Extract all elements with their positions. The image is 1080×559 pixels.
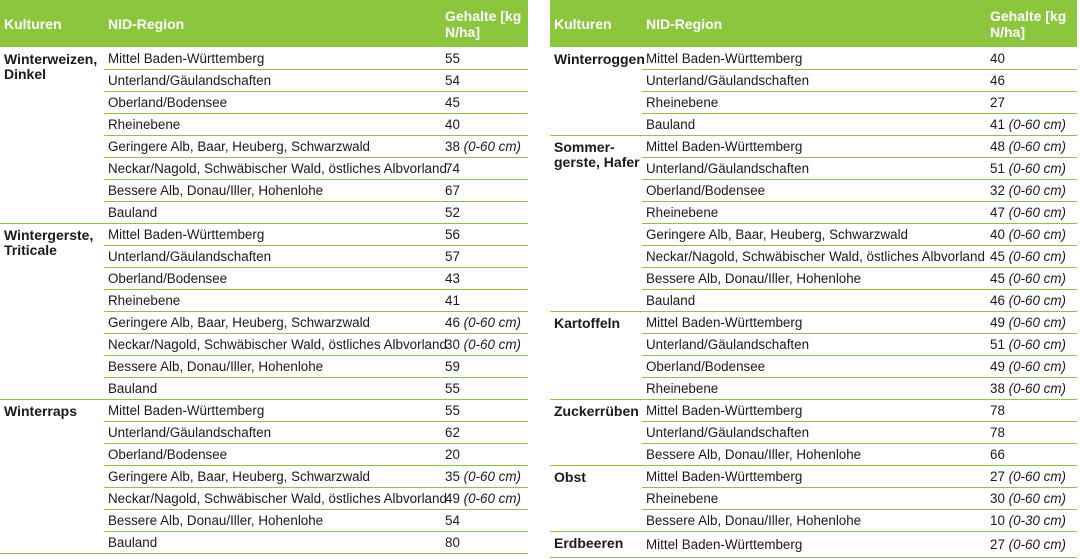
header-kulturen: Kulturen bbox=[0, 0, 104, 48]
value-cell bbox=[986, 400, 1077, 422]
header-row bbox=[0, 0, 528, 48]
region-cell: Mittel Baden-Württemberg bbox=[642, 400, 986, 422]
nitrogen-value: 40 bbox=[445, 117, 460, 132]
crop-name: Winterweizen, Dinkel bbox=[0, 48, 104, 224]
table-row bbox=[550, 312, 1077, 334]
region-cell: Oberland/Bodensee bbox=[642, 356, 986, 378]
depth-note: (0-60 cm) bbox=[1008, 183, 1066, 198]
region-cell: Mittel Baden-Württemberg bbox=[642, 48, 986, 70]
value-cell bbox=[986, 532, 1077, 558]
region-cell: Bauland bbox=[642, 290, 986, 312]
value-cell bbox=[986, 290, 1077, 312]
depth-note: (0-60 cm) bbox=[1008, 205, 1066, 220]
value-cell bbox=[986, 114, 1077, 136]
table-row bbox=[550, 48, 1077, 70]
region-cell: Bessere Alb, Donau/Iller, Hohenlohe bbox=[104, 356, 441, 378]
depth-note: (0-60 cm) bbox=[463, 337, 521, 352]
depth-note: (0-60 cm) bbox=[1008, 315, 1066, 330]
nitrogen-value: 46 bbox=[990, 73, 1005, 88]
value-cell bbox=[986, 246, 1077, 268]
value-cell bbox=[986, 334, 1077, 356]
nitrogen-value: 30 bbox=[990, 491, 1005, 506]
region-cell: Neckar/Nagold, Schwäbischer Wald, östliches Albvorland bbox=[104, 488, 441, 510]
region-cell: Bauland bbox=[642, 114, 986, 136]
header-gehalte: Gehalte [kg N/ha] bbox=[441, 0, 528, 48]
value-cell bbox=[986, 378, 1077, 400]
nitrogen-value: 41 bbox=[990, 117, 1005, 132]
nitrogen-value: 45 bbox=[990, 249, 1005, 264]
value-cell bbox=[441, 378, 528, 400]
region-cell: Rheinebene bbox=[104, 290, 441, 312]
nitrogen-value: 54 bbox=[445, 513, 460, 528]
region-cell: Bessere Alb, Donau/Iller, Hohenlohe bbox=[642, 268, 986, 290]
nitrogen-value: 43 bbox=[445, 271, 460, 286]
table-row bbox=[550, 400, 1077, 422]
depth-note: (0-60 cm) bbox=[1008, 381, 1066, 396]
value-cell bbox=[986, 158, 1077, 180]
crop-name: Winterraps bbox=[0, 400, 104, 554]
nitrogen-value: 46 bbox=[445, 315, 460, 330]
nitrogen-value: 30 bbox=[445, 337, 460, 352]
nitrogen-value: 38 bbox=[445, 139, 460, 154]
region-cell: Unterland/Gäulandschaften bbox=[104, 246, 441, 268]
region-cell: Unterland/Gäulandschaften bbox=[642, 422, 986, 444]
depth-note: (0-60 cm) bbox=[1008, 117, 1066, 132]
value-cell bbox=[441, 268, 528, 290]
value-cell bbox=[986, 180, 1077, 202]
region-cell: Bessere Alb, Donau/Iller, Hohenlohe bbox=[642, 444, 986, 466]
value-cell bbox=[441, 532, 528, 554]
region-cell: Unterland/Gäulandschaften bbox=[642, 334, 986, 356]
region-cell: Neckar/Nagold, Schwäbischer Wald, östliches Albvorland bbox=[104, 334, 441, 356]
depth-note: (0-60 cm) bbox=[1008, 337, 1066, 352]
nitrogen-value: 27 bbox=[990, 95, 1005, 110]
nitrogen-value: 45 bbox=[990, 271, 1005, 286]
value-cell bbox=[441, 70, 528, 92]
nitrogen-value: 27 bbox=[990, 469, 1005, 484]
nitrogen-value: 51 bbox=[990, 161, 1005, 176]
value-cell bbox=[986, 422, 1077, 444]
value-cell bbox=[441, 422, 528, 444]
nitrogen-value: 48 bbox=[990, 139, 1005, 154]
value-cell bbox=[441, 510, 528, 532]
value-cell bbox=[441, 400, 528, 422]
depth-note: (0-60 cm) bbox=[463, 469, 521, 484]
region-cell: Bessere Alb, Donau/Iller, Hohenlohe bbox=[104, 510, 441, 532]
value-cell bbox=[441, 92, 528, 114]
value-cell bbox=[441, 444, 528, 466]
region-cell: Unterland/Gäulandschaften bbox=[104, 422, 441, 444]
depth-note: (0-60 cm) bbox=[463, 139, 521, 154]
nitrogen-value: 56 bbox=[445, 227, 460, 242]
value-cell bbox=[986, 510, 1077, 532]
header-row bbox=[550, 0, 1077, 48]
depth-note: (0-60 cm) bbox=[1008, 271, 1066, 286]
value-cell bbox=[986, 48, 1077, 70]
region-cell: Bessere Alb, Donau/Iller, Hohenlohe bbox=[104, 180, 441, 202]
nitrogen-value: 32 bbox=[990, 183, 1005, 198]
nitrogen-value: 49 bbox=[990, 359, 1005, 374]
table-row bbox=[550, 532, 1077, 558]
nitrogen-value: 51 bbox=[990, 337, 1005, 352]
header-kulturen: Kulturen bbox=[550, 0, 642, 48]
nitrogen-value: 78 bbox=[990, 425, 1005, 440]
region-cell: Oberland/Bodensee bbox=[104, 92, 441, 114]
value-cell bbox=[441, 224, 528, 246]
depth-note: (0-60 cm) bbox=[1008, 227, 1066, 242]
region-cell: Rheinebene bbox=[642, 92, 986, 114]
region-cell: Unterland/Gäulandschaften bbox=[104, 70, 441, 92]
region-cell: Unterland/Gäulandschaften bbox=[642, 158, 986, 180]
depth-note: (0-60 cm) bbox=[1008, 293, 1066, 308]
nitrogen-value: 41 bbox=[445, 293, 460, 308]
nitrogen-table-left bbox=[0, 0, 528, 554]
value-cell bbox=[986, 70, 1077, 92]
nitrogen-value: 74 bbox=[445, 161, 460, 176]
nitrogen-value: 54 bbox=[445, 73, 460, 88]
depth-note: (0-30 cm) bbox=[1008, 513, 1066, 528]
value-cell bbox=[441, 290, 528, 312]
nitrogen-value: 49 bbox=[445, 491, 460, 506]
value-cell bbox=[441, 466, 528, 488]
region-cell: Bauland bbox=[104, 532, 441, 554]
region-cell: Mittel Baden-Württemberg bbox=[104, 400, 441, 422]
region-cell: Mittel Baden-Württemberg bbox=[642, 532, 986, 558]
region-cell: Geringere Alb, Baar, Heuberg, Schwarzwald bbox=[642, 224, 986, 246]
region-cell: Neckar/Nagold, Schwäbischer Wald, östliches Albvorland bbox=[104, 158, 441, 180]
depth-note: (0-60 cm) bbox=[1008, 491, 1066, 506]
nitrogen-value: 78 bbox=[990, 403, 1005, 418]
nitrogen-value: 40 bbox=[990, 227, 1005, 242]
value-cell bbox=[441, 488, 528, 510]
value-cell bbox=[986, 466, 1077, 488]
nitrogen-value: 55 bbox=[445, 403, 460, 418]
nitrogen-value: 67 bbox=[445, 183, 460, 198]
region-cell: Mittel Baden-Württemberg bbox=[642, 136, 986, 158]
table-row bbox=[550, 136, 1077, 158]
depth-note: (0-60 cm) bbox=[1008, 249, 1066, 264]
table-row bbox=[0, 400, 528, 422]
depth-note: (0-60 cm) bbox=[463, 491, 521, 506]
value-cell bbox=[441, 334, 528, 356]
nitrogen-value: 27 bbox=[990, 537, 1005, 552]
region-cell: Bessere Alb, Donau/Iller, Hohenlohe bbox=[642, 510, 986, 532]
nitrogen-value: 66 bbox=[990, 447, 1005, 462]
nitrogen-value: 55 bbox=[445, 381, 460, 396]
region-cell: Oberland/Bodensee bbox=[104, 268, 441, 290]
region-cell: Geringere Alb, Baar, Heuberg, Schwarzwald bbox=[104, 312, 441, 334]
nitrogen-value: 35 bbox=[445, 469, 460, 484]
value-cell bbox=[441, 48, 528, 70]
region-cell: Rheinebene bbox=[642, 488, 986, 510]
region-cell: Oberland/Bodensee bbox=[104, 444, 441, 466]
depth-note: (0-60 cm) bbox=[1008, 537, 1066, 552]
depth-note: (0-60 cm) bbox=[463, 315, 521, 330]
region-cell: Unterland/Gäulandschaften bbox=[642, 70, 986, 92]
nitrogen-table-right bbox=[550, 0, 1077, 558]
crop-name: Obst bbox=[550, 466, 642, 532]
crop-name: Winterroggen bbox=[550, 48, 642, 136]
region-cell: Rheinebene bbox=[104, 114, 441, 136]
value-cell bbox=[986, 312, 1077, 334]
region-cell: Bauland bbox=[104, 378, 441, 400]
region-cell: Oberland/Bodensee bbox=[642, 180, 986, 202]
depth-note: (0-60 cm) bbox=[1008, 469, 1066, 484]
table-row bbox=[550, 466, 1077, 488]
nitrogen-value: 59 bbox=[445, 359, 460, 374]
crop-name: Zuckerrüben bbox=[550, 400, 642, 466]
region-cell: Mittel Baden-Württemberg bbox=[104, 48, 441, 70]
nitrogen-value: 57 bbox=[445, 249, 460, 264]
nitrogen-value: 20 bbox=[445, 447, 460, 462]
nitrogen-value: 55 bbox=[445, 51, 460, 66]
crop-name: Erdbeeren bbox=[550, 532, 642, 558]
depth-note: (0-60 cm) bbox=[1008, 139, 1066, 154]
nitrogen-value: 40 bbox=[990, 51, 1005, 66]
nitrogen-value: 47 bbox=[990, 205, 1005, 220]
crop-name: Sommer-gerste, Hafer bbox=[550, 136, 642, 312]
value-cell bbox=[986, 224, 1077, 246]
crop-name: Wintergerste, Triticale bbox=[0, 224, 104, 400]
value-cell bbox=[441, 158, 528, 180]
region-cell: Mittel Baden-Württemberg bbox=[642, 312, 986, 334]
value-cell bbox=[441, 180, 528, 202]
region-cell: Mittel Baden-Württemberg bbox=[642, 466, 986, 488]
value-cell bbox=[441, 136, 528, 158]
region-cell: Rheinebene bbox=[642, 378, 986, 400]
nitrogen-value: 38 bbox=[990, 381, 1005, 396]
region-cell: Mittel Baden-Württemberg bbox=[104, 224, 441, 246]
value-cell bbox=[986, 92, 1077, 114]
region-cell: Geringere Alb, Baar, Heuberg, Schwarzwald bbox=[104, 466, 441, 488]
nitrogen-value: 10 bbox=[990, 513, 1005, 528]
value-cell bbox=[441, 114, 528, 136]
value-cell bbox=[441, 246, 528, 268]
value-cell bbox=[986, 268, 1077, 290]
depth-note: (0-60 cm) bbox=[1008, 359, 1066, 374]
region-cell: Rheinebene bbox=[642, 202, 986, 224]
value-cell bbox=[986, 202, 1077, 224]
value-cell bbox=[986, 136, 1077, 158]
region-cell: Neckar/Nagold, Schwäbischer Wald, östliches Albvorland bbox=[642, 246, 986, 268]
region-cell: Geringere Alb, Baar, Heuberg, Schwarzwald bbox=[104, 136, 441, 158]
value-cell bbox=[986, 356, 1077, 378]
table-row bbox=[0, 48, 528, 70]
nitrogen-value: 46 bbox=[990, 293, 1005, 308]
table-row bbox=[0, 224, 528, 246]
header-region: NID-Region bbox=[642, 0, 986, 48]
nitrogen-value: 52 bbox=[445, 205, 460, 220]
value-cell bbox=[441, 312, 528, 334]
value-cell bbox=[986, 488, 1077, 510]
value-cell bbox=[986, 444, 1077, 466]
nitrogen-value: 45 bbox=[445, 95, 460, 110]
header-gehalte: Gehalte [kg N/ha] bbox=[986, 0, 1077, 48]
crop-name: Kartoffeln bbox=[550, 312, 642, 400]
header-region: NID-Region bbox=[104, 0, 441, 48]
value-cell bbox=[441, 202, 528, 224]
nitrogen-value: 49 bbox=[990, 315, 1005, 330]
value-cell bbox=[441, 356, 528, 378]
region-cell: Bauland bbox=[104, 202, 441, 224]
depth-note: (0-60 cm) bbox=[1008, 161, 1066, 176]
nitrogen-value: 80 bbox=[445, 535, 460, 550]
nitrogen-value: 62 bbox=[445, 425, 460, 440]
